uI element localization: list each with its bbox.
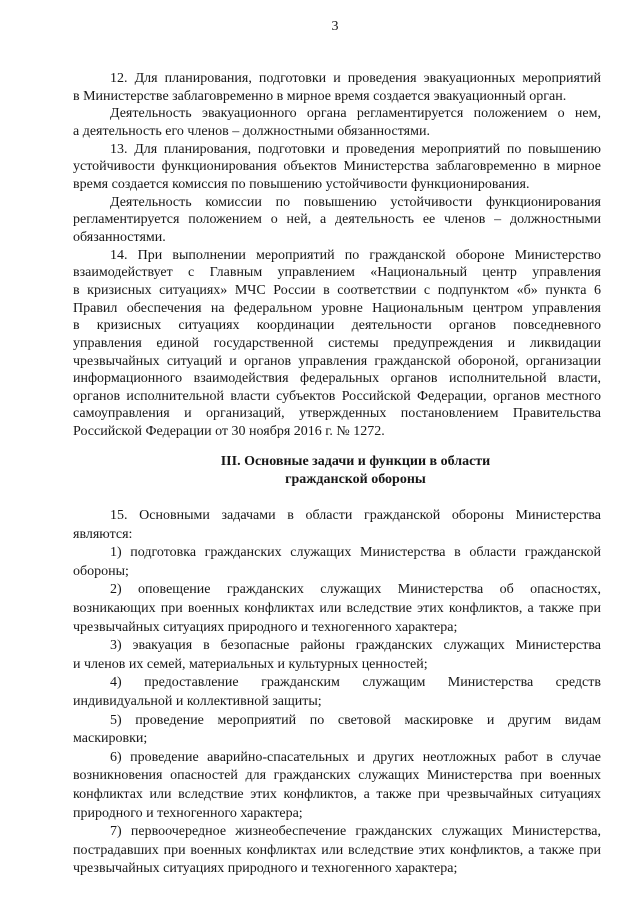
text-line: чрезвычайных ситуациях природного и техногенного характера; (73, 861, 458, 877)
text-line: устойчивости функционирования объектов Министерства заблаговременно в мирное (73, 159, 601, 175)
text-line: 14. При выполнении мероприятий по гражданской обороне Министерство (110, 247, 601, 263)
text-line: 15. Основными задачами в области гражданской обороны Министерства (110, 508, 601, 523)
text-line: органов исполнительной власти субъектов Российской Федерации, органов местного (73, 388, 601, 404)
text-line: возникающих при военных конфликтах или вследствие этих конфликтов, а также при (73, 600, 601, 616)
text-line: 4) предоставление гражданским служащим Министерства средств (110, 675, 601, 691)
text-line: 1) подготовка гражданских служащих Министерства в области гражданской (110, 545, 601, 561)
text-line: конфликтах или вследствие этих конфликтов, а также при чрезвычайных ситуациях (73, 786, 601, 802)
paragraph-evacuation-body (73, 105, 601, 140)
text-line: маскировки; (73, 731, 148, 747)
list-item-4 (73, 674, 601, 711)
text-line: обязанностями. (73, 229, 166, 245)
text-line: являются: (73, 526, 133, 542)
text-line: 5) проведение мероприятий по световой маскировке и другим видам (110, 712, 601, 728)
text-line: чрезвычайных ситуаций и органов управления гражданской обороной, организации (73, 353, 601, 369)
paragraph-14 (73, 247, 601, 441)
text-line: Деятельность эвакуационного органа регламентируется положением о нем, (110, 106, 601, 122)
text-line: индивидуальной и коллективной защиты; (73, 693, 322, 709)
text-line: чрезвычайных ситуациях природного и техногенного характера; (73, 619, 458, 635)
text-line: взаимодействует с Главным управлением «Национальный центр управления (73, 265, 601, 281)
list-item-6 (73, 749, 601, 823)
text-line: 13. Для планирования, подготовки и проведения мероприятий по повышению (110, 141, 601, 157)
text-line: пострадавших при военных конфликтах или вследствие этих конфликтов, а также при (73, 842, 601, 858)
text-line: обороны; (73, 563, 129, 579)
list-item-1 (73, 544, 601, 581)
text-line: 3) эвакуация в безопасные районы гражданских служащих Министерства (110, 638, 601, 654)
text-line: 2) оповещение гражданских служащих Министерства об опасностях, (110, 582, 601, 598)
section-heading-line: гражданской обороны (285, 472, 426, 487)
page-number: 3 (331, 19, 339, 34)
paragraph-13 (73, 141, 601, 194)
text-line: Российской Федерации от 30 ноября 2016 г. № 1272. (73, 424, 385, 440)
text-line: время создается комиссия по повышению устойчивости функционирования. (73, 176, 530, 192)
list-item-2 (73, 581, 601, 637)
text-line: Правил обеспечения на федеральном уровне Национальным центром управления (73, 300, 601, 316)
text-line: в Министерстве заблаговременно в мирное время создается эвакуационный орган. (73, 88, 567, 104)
text-line: управления единой государственной системы предупреждения и ликвидации (73, 335, 601, 351)
text-line: информационного взаимодействия федеральных органов исполнительной власти, (73, 371, 601, 387)
text-line: в кризисных ситуациях» МЧС России в соответствии с подпунктом «б» пункта 6 (73, 282, 601, 298)
section-heading (73, 453, 601, 489)
paragraph-commission-body (73, 194, 601, 247)
list-item-7 (73, 823, 601, 879)
list-item-3 (73, 637, 601, 674)
text-line: а деятельность его членов – должностными обязанностями. (73, 123, 430, 139)
paragraph-15 (73, 507, 601, 544)
text-line: в кризисных ситуациях координации деятельности органов повседневного (73, 318, 601, 334)
section-heading-line: III. Основные задачи и функции в области (220, 454, 491, 469)
text-line: самоуправления и организаций, утвержденных постановлением Правительства (73, 406, 601, 422)
text-line: Деятельность комиссии по повышению устойчивости функционирования (110, 194, 601, 210)
body-text-top (73, 70, 601, 441)
text-line: регламентируется положением о ней, а деятельность ее членов – должностными (73, 212, 601, 228)
list-item-5 (73, 712, 601, 749)
text-line: 7) первоочередное жизнеобеспечение гражданских служащих Министерства, (110, 824, 601, 840)
text-line: природного и техногенного характера; (73, 805, 303, 821)
text-line: возникновения опасностей для гражданских служащих Министерства при военных (73, 768, 601, 784)
text-line: 6) проведение аварийно-спасательных и других неотложных работ в случае (110, 749, 601, 765)
text-line: 12. Для планирования, подготовки и проведения эвакуационных мероприятий (110, 71, 601, 86)
text-line: и членов их семей, материальных и культурных ценностей; (73, 656, 428, 672)
paragraph-12 (73, 70, 601, 105)
body-text-bottom (73, 507, 601, 879)
